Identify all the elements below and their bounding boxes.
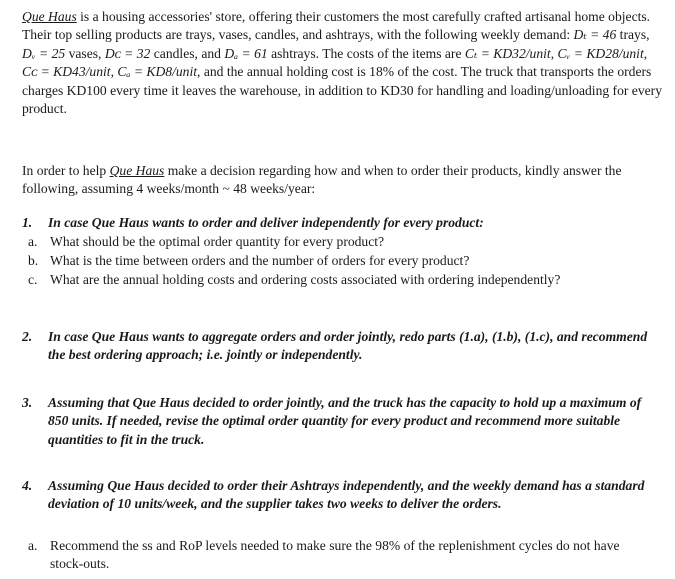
subquestion-label: a. xyxy=(28,538,38,553)
question-text: In case Que Haus wants to aggregate orders and order jointly, redo parts (1.a), (1.b), (1.c), and recommend the best ordering approach; i.e. jointly or independently. xyxy=(48,329,648,363)
question-3 xyxy=(22,394,662,450)
demand-ashtrays: Dₐ = 61 xyxy=(224,45,268,61)
question-text: In case Que Haus wants to order and deliver independently for every product: xyxy=(48,215,484,230)
question-number: 3. xyxy=(22,395,33,410)
demand-vases: Dᵥ = 25 xyxy=(22,45,66,61)
question-number: 1. xyxy=(22,215,33,230)
subquestion-label: b. xyxy=(28,253,39,268)
question-text: Assuming that Que Haus decided to order jointly, and the truck has the capacity to hold up a maximum of 850 units. If needed, revise the optimal order quantity for every product and recommend more suitable quantities to fit in the truck. xyxy=(48,395,642,447)
instructions-paragraph: In order to help Que Haus make a decision regarding how and when to order their products, kindly answer the following, assuming 4 weeks/month ~ 48 weeks/year: xyxy=(22,163,622,197)
demand-candles: Dᴄ = 32 xyxy=(104,45,151,61)
company-name: Que Haus xyxy=(109,163,165,178)
company-name: Que Haus xyxy=(22,9,77,24)
question-number: 2. xyxy=(22,329,33,344)
question-2 xyxy=(22,328,662,365)
subquestion-1b xyxy=(28,252,638,270)
question-1 xyxy=(22,214,662,232)
cost-candles: Cᴄ = KD43/unit xyxy=(22,64,111,80)
subquestion-label: c. xyxy=(28,272,38,287)
cost-ashtrays: Cₐ = KD8/unit xyxy=(117,64,198,80)
subquestion-text: What are the annual holding costs and ordering costs associated with ordering independently? xyxy=(50,272,561,287)
question-4 xyxy=(22,477,662,533)
question-number: 4. xyxy=(22,478,33,493)
subquestion-label: a. xyxy=(28,234,38,249)
cost-trays: Cₜ = KD32/unit xyxy=(464,45,551,61)
subquestion-text: Recommend the ss and RoP levels needed to make sure the 98% of the replenishment cycles do not have stock-outs. xyxy=(50,538,620,572)
cost-vases: Cᵥ = KD28/unit xyxy=(557,45,644,61)
question-text: Assuming Que Haus decided to order their Ashtrays independently, and the weekly demand has a standard deviation of 10 units/week, and the supplier takes two weeks to deliver the orders. xyxy=(48,478,645,512)
subquestion-text: What should be the optimal order quantity for every product? xyxy=(50,234,385,249)
subquestion-1a xyxy=(28,233,638,251)
demand-trays: Dₜ = 46 xyxy=(573,27,617,43)
subquestion-text: What is the time between orders and the number of orders for every product? xyxy=(50,253,470,268)
subquestion-1c xyxy=(28,271,638,308)
subquestion-4a xyxy=(28,537,638,574)
intro-paragraph: Que Haus is a housing accessories' store, offering their customers the most carefully crafted artisanal home objects. Their top selling products are trays, vases, candles, and ashtrays, with the following weekly demand: Dₜ = 46 trays, Dᵥ = 25 vases, Dᴄ = 32 candles, and Dₐ = 61 ashtrays. The costs of the items are Cₜ = KD32/unit, Cᵥ = KD28/unit, Cᴄ = KD43/unit, Cₐ = KD8/unit, and the annual holding cost is 18% of the cost. The truck that transports the orders charges KD100 every time it leaves the warehouse, in addition to KD30 for handling and loading/unloading for every product. xyxy=(22,9,662,117)
